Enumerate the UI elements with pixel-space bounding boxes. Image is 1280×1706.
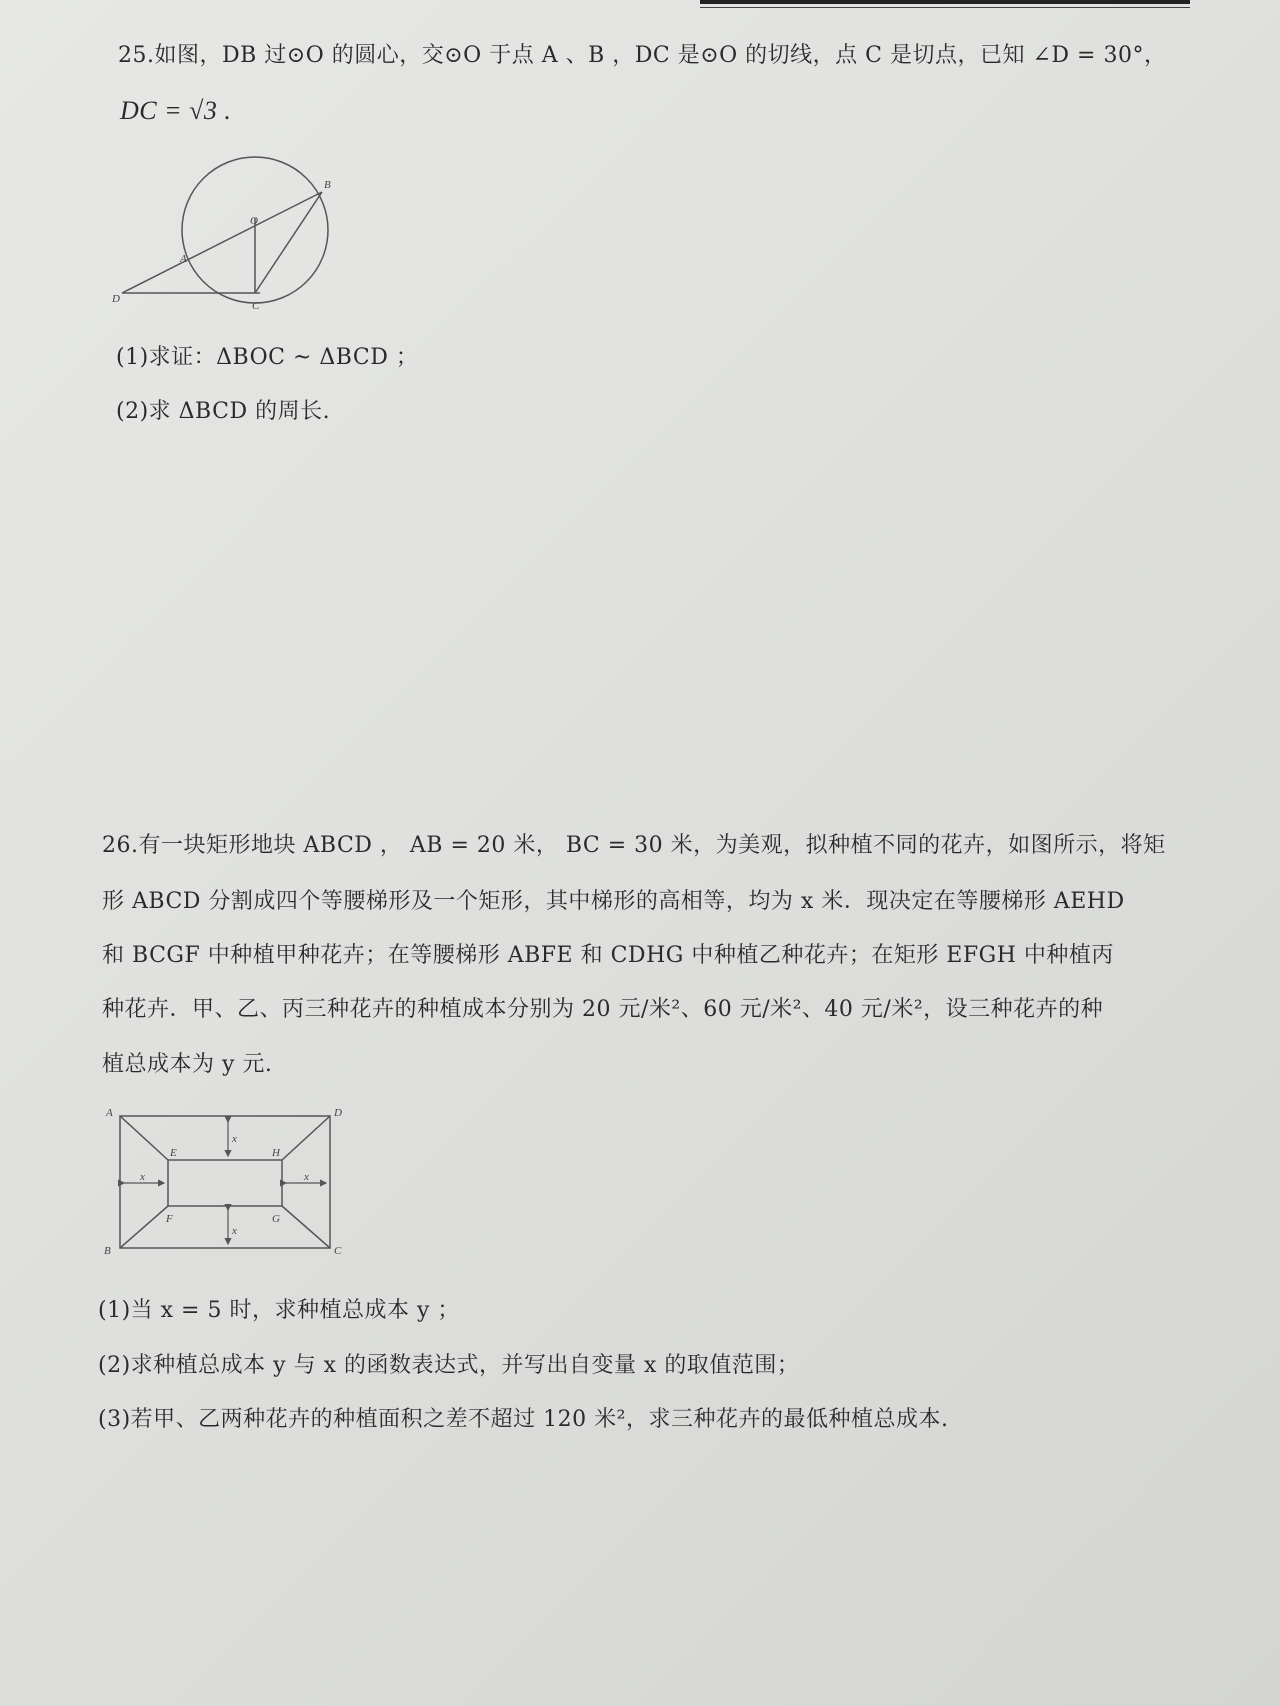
label-a: A bbox=[180, 253, 187, 265]
q26-stem-line2: 形 ABCD 分割成四个等腰梯形及一个矩形，其中梯形的高相等，均为 x 米．现决定在等腰梯形 AEHD bbox=[102, 889, 1125, 914]
label-x-right: x bbox=[304, 1171, 309, 1183]
label-d: D bbox=[334, 1107, 342, 1119]
label-d: D bbox=[112, 293, 120, 305]
label-b: B bbox=[324, 179, 331, 191]
q26-part1: (1)当 x = 5 时，求种植总成本 y ； bbox=[98, 1298, 460, 1323]
q25-part1: (1)求证：ΔBOC ~ ΔBCD ； bbox=[116, 345, 419, 370]
label-e: E bbox=[170, 1147, 177, 1159]
header-rule bbox=[700, 0, 1190, 4]
q26-stem-line5: 植总成本为 y 元. bbox=[102, 1052, 273, 1077]
q25-part2: (2)求 ΔBCD 的周长. bbox=[116, 399, 331, 424]
rect-efgh bbox=[168, 1160, 282, 1206]
segment-ae bbox=[120, 1116, 168, 1160]
q26-stem-line3: 和 BCGF 中种植甲种花卉；在等腰梯形 ABFE 和 CDHG 中种植乙种花卉；在矩形 EFGH 中种植丙 bbox=[102, 943, 1114, 968]
segment-cg bbox=[282, 1206, 330, 1248]
label-x-bottom: x bbox=[232, 1225, 237, 1237]
q25-stem-line2: DC = √3 . bbox=[120, 96, 232, 125]
label-c: C bbox=[252, 300, 260, 310]
label-g: G bbox=[272, 1213, 280, 1225]
q25-circle-figure bbox=[110, 150, 340, 310]
segment-dh bbox=[282, 1116, 330, 1160]
segment-db bbox=[122, 192, 322, 293]
q26-part3: (3)若甲、乙两种花卉的种植面积之差不超过 120 米²，求三种花卉的最低种植总成本. bbox=[98, 1407, 949, 1432]
q26-part2: (2)求种植总成本 y 与 x 的函数表达式，并写出自变量 x 的取值范围； bbox=[98, 1353, 800, 1378]
segment-bf bbox=[120, 1206, 168, 1248]
label-b: B bbox=[104, 1245, 111, 1257]
label-h: H bbox=[272, 1147, 280, 1159]
label-o: O bbox=[250, 215, 258, 227]
q25-stem-line1: 25.如图，DB 过⊙O 的圆心，交⊙O 于点 A 、B ，DC 是⊙O 的切线，点 C 是切点，已知 ∠D = 30°， bbox=[118, 43, 1167, 68]
label-f: F bbox=[166, 1213, 173, 1225]
label-x-left: x bbox=[140, 1171, 145, 1183]
rect-abcd bbox=[120, 1116, 330, 1248]
header-rule-thin bbox=[700, 7, 1190, 8]
segment-bc bbox=[255, 192, 322, 293]
q26-stem-line4: 种花卉．甲、乙、丙三种花卉的种植成本分别为 20 元/米²、60 元/米²、40 元/米²，设三种花卉的种 bbox=[102, 997, 1104, 1022]
label-a: A bbox=[106, 1107, 113, 1119]
q26-rectangle-figure bbox=[100, 1102, 360, 1262]
q26-stem-line1: 26.有一块矩形地块 ABCD ， AB = 20 米， BC = 30 米，为美观，拟种植不同的花卉，如图所示，将矩 bbox=[102, 833, 1166, 858]
label-x-top: x bbox=[232, 1133, 237, 1145]
label-c: C bbox=[334, 1245, 342, 1257]
